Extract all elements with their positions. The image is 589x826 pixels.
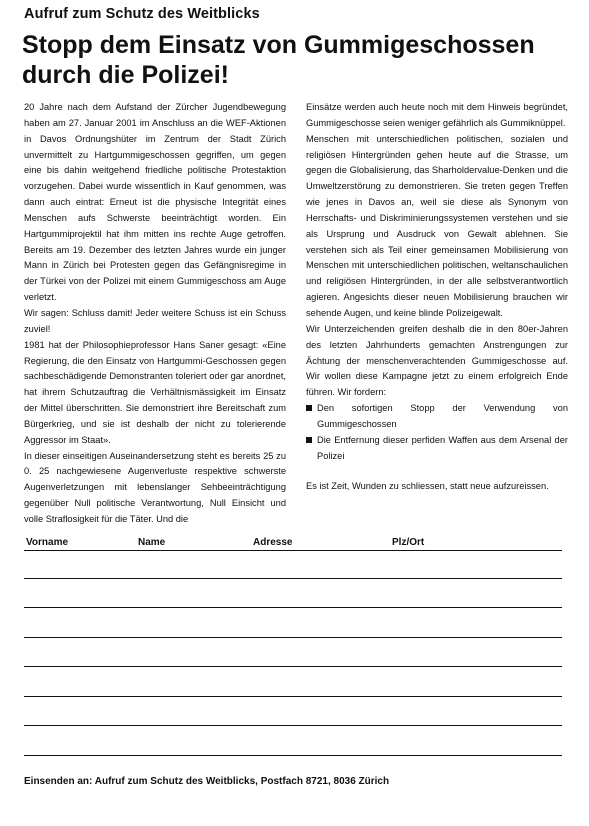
headline-line-2: durch die Polizei! [22,61,229,89]
signature-form-header [24,537,562,551]
demand-text-1: Den sofortigen Stopp der Verwendung von Gummigeschossen [317,403,568,429]
column-header-plz-ort: Plz/Ort [392,537,425,548]
signature-line-5[interactable] [24,696,562,697]
left-paragraph-2: Wir sagen: Schluss damit! Jeder weitere Schuss ist ein Schuss zuviel! [24,307,286,334]
square-bullet-icon [306,405,312,411]
mailing-address: Einsenden an: Aufruf zum Schutz des Weitblicks, Postfach 8721, 8036 Zürich [24,776,390,787]
left-paragraph-4: In dieser einseitigen Auseinandersetzung steht es bereits 25 zu 0. 25 nachgewiesene Augenverluste respektive schwerste Augenverletzungen mit lebenslanger Sehbeeinträchtigung gegenüber Null politische Verantwortung, Null Einsicht und volle Straflosigkeit für die Täter. Und die [24,450,286,524]
headline-line-1: Stopp dem Einsatz von Gummigeschossen [22,31,535,59]
closing-statement: Es ist Zeit, Wunden zu schliessen, statt neue aufzureissen. [306,481,549,492]
left-paragraph-3: 1981 hat der Philosophieprofessor Hans Saner gesagt: «Eine Regierung, die den Einsatz von Hartgummi-Geschossen gegen sachbeschädigende Demonstranten toleriert oder gar anordnet, hat ihrem Schutzauftrag die Verhältnismässigkeit im Einsatz der Mittel überschritten. Sie demonstriert ihre Bereitschaft zum Bürgerkrieg, und sie ist deshalb der nicht zu tolerierende Aggressor im Staat». [24,339,286,445]
right-paragraph-3: Wir Unterzeichenden greifen deshalb die in den 80er-Jahren des letzten Jahrhunderts gemachten Anstrengungen zur Ächtung der menschenverachtenden Gummigeschosse auf. Wir wollen diese Kampagne jetzt zu einem erfolgreich Ende führen. Wir fordern: [306,323,568,398]
square-bullet-icon [306,437,312,443]
column-header-vorname: Vorname [26,537,69,548]
left-text-column [24,100,286,528]
signature-line-6[interactable] [24,725,562,726]
page-title [22,30,582,90]
left-paragraph-1: 20 Jahre nach dem Aufstand der Zürcher Jugendbewegung haben am 27. Januar 2001 im Anschluss an die WEF-Aktionen in Davos Ordnungshüter im Zentrum der Stadt Zürich unvermittelt zu Hartgummigeschossen gegriffen, um gegen eine bis dahin weitgehend friedliche politische Protestaktion vorzugehen. Dabei wurde wissentlich in Kauf genommen, was dann auch eintrat: Erneut ist die physische Integrität eines Menschen aufs Schwerste beeinträchtigt worden. Ein Hartgummiprojektil hat ihm mitten ins rechte Auge getroffen. Bereits am 19. Dezember des letzten Jahres wurde ein junger Mann in Zürich bei Protesten gegen das Gefängnisregime in der Türkei von der Polizei mit einem Gummigeschoss am Auge verletzt. [24,102,286,303]
signature-line-2[interactable] [24,607,562,608]
right-paragraph-2: Menschen mit unterschiedlichen politischen, sozialen und religiösen Hintergründen gehen heute auf die Strasse, um gegen die Globalisierung, das Sharholdervalue-Denken und die Umweltzerstörung zu demonstrieren. Sie treten gegen Treffen wie jenes in Davos an, weil sie diese als Synonym von Herrschafts- und Diskriminierungssystemen verstehen und sie als Ursprung und Ausdruck von Gewalt ablehnen. Sie verstehen sich als Teil einer gemeinsamen Mobilisierung von Menschen mit unterschiedlichen politischen, weltanschaulichen und religiösen Hintergründen, in der alle selbstverantwortlich agieren. Angesichts dieser neuen Mobilisierung brauchen wir sehende Augen, und keine blinde Polizeigewalt. [306,133,568,318]
demand-text-2: Die Entfernung dieser perfiden Waffen aus dem Arsenal der Polizei [317,434,568,461]
right-paragraph-1: Einsätze werden auch heute noch mit dem Hinweis begründet, Gummigeschosse seien weniger gefährlich als Gummiknüppel. [306,102,568,128]
demand-item-2 [306,433,568,465]
signature-line-3[interactable] [24,637,562,638]
column-header-name: Name [138,537,166,548]
right-text-column [306,100,568,495]
signature-line-1[interactable] [24,578,562,579]
campaign-kicker: Aufruf zum Schutz des Weitblicks [24,6,260,22]
signature-line-7[interactable] [24,755,562,756]
signature-line-4[interactable] [24,666,562,667]
demand-item-1 [306,401,568,433]
column-header-adresse: Adresse [253,537,293,548]
